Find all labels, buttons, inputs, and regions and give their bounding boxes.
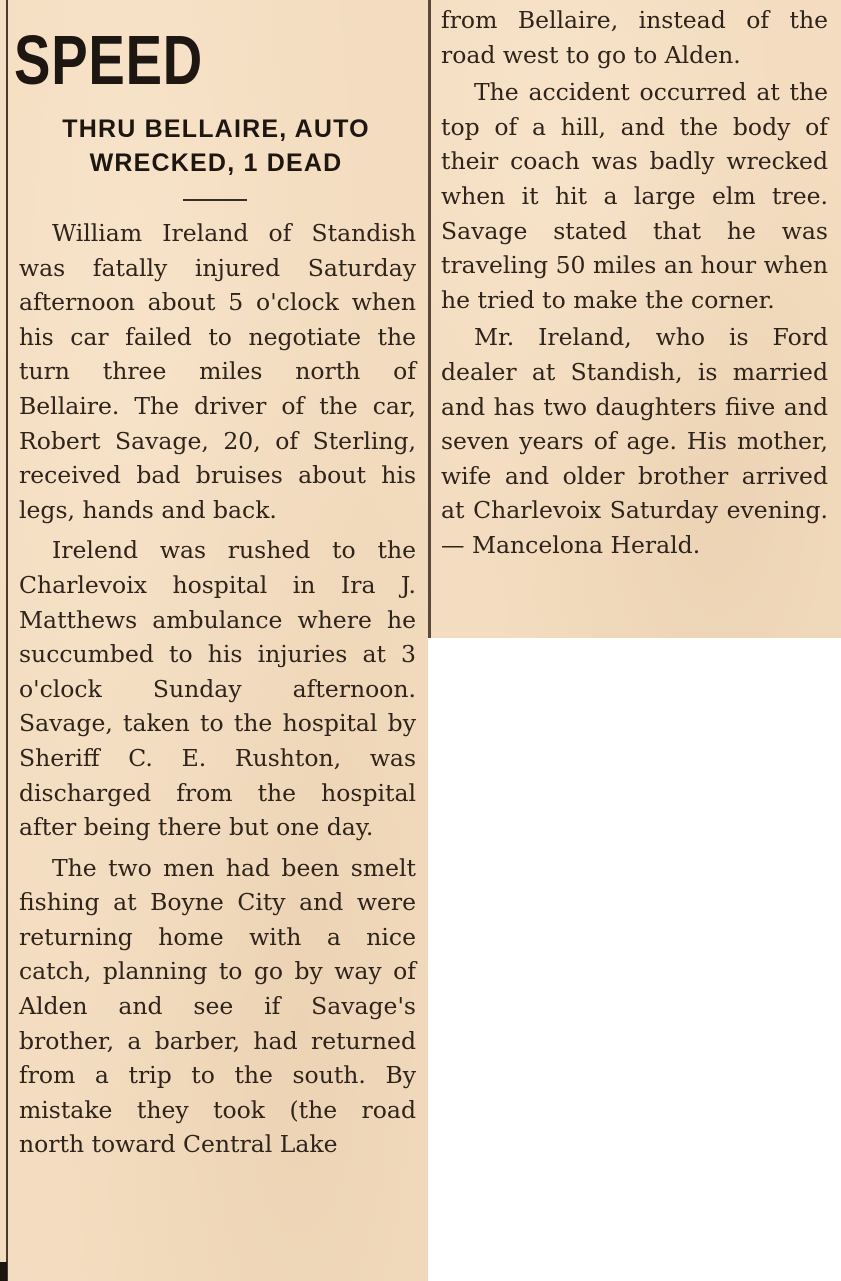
paragraph-1: William Ireland of Standish was fatally injured Saturday afternoon about 5 o'clock when his car failed to negotiate the turn three miles north of Bellaire. The driver of the car, Robert Savage, 20, of Sterling, received bad bruises about his legs, hands and back. — [19, 219, 416, 524]
headline: SPEED — [14, 21, 204, 99]
article-body-right — [441, 3, 828, 563]
column-rule-left — [6, 0, 8, 1281]
column-rule-divider — [428, 0, 431, 638]
subheadline: THRU BELLAIRE, AUTO WRECKED, 1 DEAD — [62, 115, 370, 177]
paragraph-3-continued: from Bellaire, instead of the road west to go to Alden. — [441, 6, 828, 69]
paragraph-5: Mr. Ireland, who is Ford dealer at Standish, is married and has two daughters fiive and seven years of age. His mother, wife and older brother arrived at Charlevoix Saturday evening.— Mancelona Herald. — [441, 323, 828, 559]
paragraph-3: The two men had been smelt fishing at Boyne City and were returning home with a nice catch, planning to go by way of Alden and see if Savage's brother, a barber, had returned from a trip to the south. By mistake they took (the road north toward Central Lake — [19, 853, 416, 1159]
paragraph-2: Irelend was rushed to the Charlevoix hospital in Ira J. Matthews ambulance where he succumbed to his injuries at 3 o'clock Sunday afternoon. Savage, taken to the hospital by Sheriff C. E. Rushton, was discharged from the hospital after being there but one day. — [19, 536, 416, 842]
article-body-left — [19, 216, 416, 1162]
headline-dash-rule — [183, 199, 247, 201]
paragraph-4: The accident occurred at the top of a hill, and the body of their coach was badly wrecked when it hit a large elm tree. Savage stated that he was traveling 50 miles an hour when he tried to make the corner. — [441, 78, 828, 314]
ink-mark — [0, 1262, 7, 1281]
